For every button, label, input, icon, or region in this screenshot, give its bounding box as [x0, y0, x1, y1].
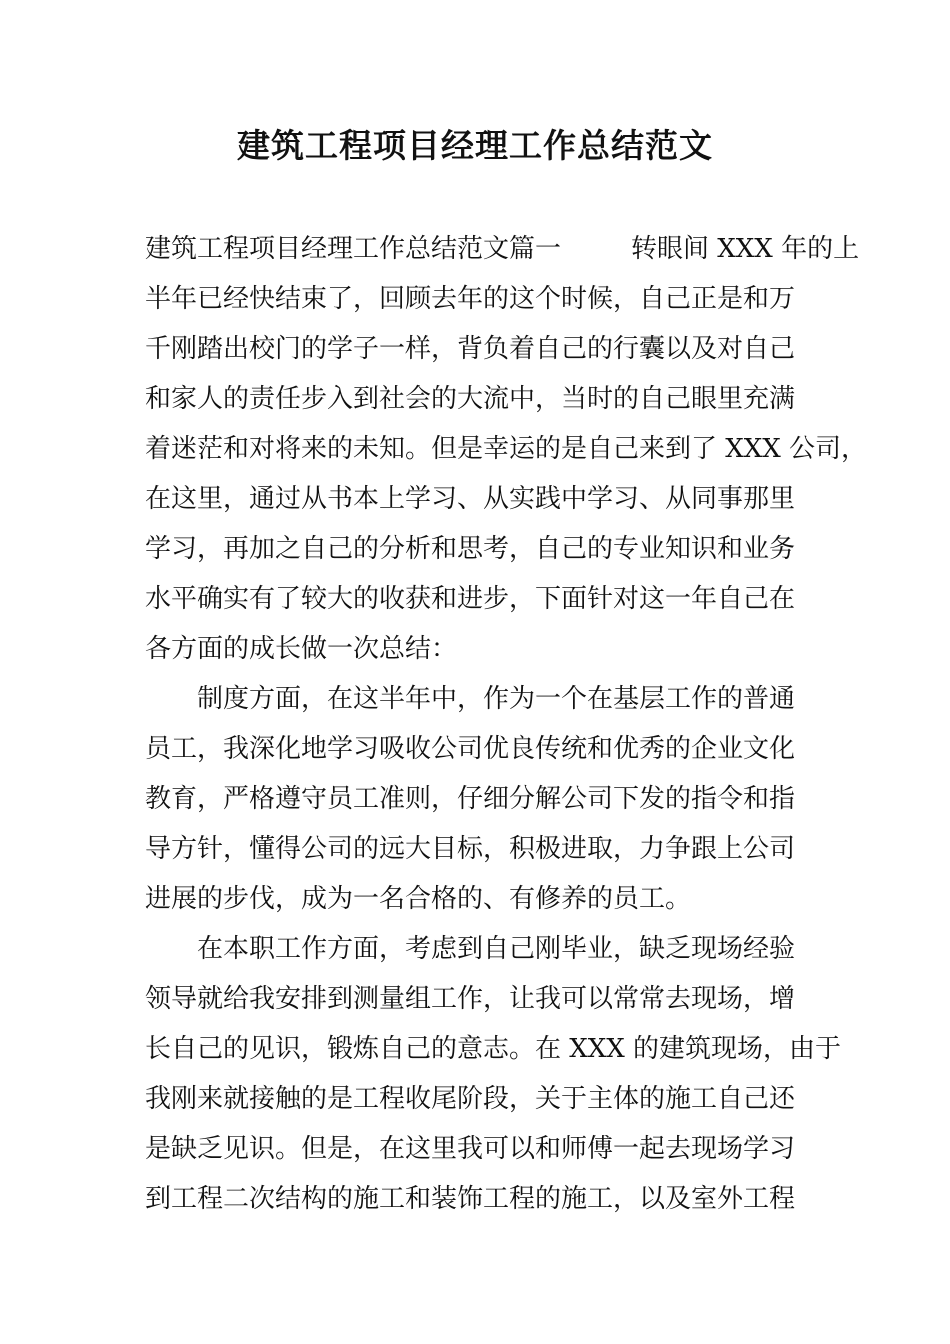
paragraph-line: 千刚踏出校门的学子一样，背负着自己的行囊以及对自己: [145, 334, 796, 364]
paragraph-line: 学习，再加之自己的分析和思考，自己的专业知识和业务: [145, 534, 796, 564]
paragraph-line: 教育，严格遵守员工准则，仔细分解公司下发的指令和指: [145, 784, 796, 814]
paragraph-line: 着迷茫和对将来的未知。但是幸运的是自己来到了 XXX 公司，: [145, 434, 868, 464]
paragraph-line: 到工程二次结构的施工和装饰工程的施工，以及室外工程: [145, 1184, 796, 1214]
paragraph-line: 半年已经快结束了，回顾去年的这个时候，自己正是和万: [145, 284, 796, 314]
paragraph-line: 各方面的成长做一次总结：: [145, 634, 458, 664]
paragraph-line: 导方针，懂得公司的远大目标，积极进取，力争跟上公司: [145, 834, 796, 864]
paragraph-line: 制度方面，在这半年中，作为一个在基层工作的普通: [197, 684, 796, 714]
paragraph-text: 转眼间 XXX 年的上: [631, 234, 860, 264]
paragraph-line: 长自己的见识，锻炼自己的意志。在 XXX 的建筑现场，由于: [145, 1034, 842, 1064]
paragraph-line: 进展的步伐，成为一名合格的、有修养的员工。: [145, 884, 692, 914]
paragraph-line: 领导就给我安排到测量组工作，让我可以常常去现场，增: [145, 984, 796, 1014]
paragraph-line: 在本职工作方面，考虑到自己刚毕业，缺乏现场经验: [197, 934, 796, 964]
paragraph-line: 和家人的责任步入到社会的大流中，当时的自己眼里充满: [145, 384, 796, 414]
paragraph-line: [145, 224, 860, 274]
paragraph-line: 在这里，通过从书本上学习、从实践中学习、从同事那里: [145, 484, 796, 514]
paragraph-line: 水平确实有了较大的收获和进步，下面针对这一年自己在: [145, 584, 796, 614]
paragraph-line: 是缺乏见识。但是，在这里我可以和师傅一起去现场学习: [145, 1134, 796, 1164]
section-heading: 建筑工程项目经理工作总结范文篇一: [145, 234, 562, 264]
document-body: [145, 224, 868, 1224]
paragraph-line: 我刚来就接触的是工程收尾阶段，关于主体的施工自己还: [145, 1084, 796, 1114]
document-title: 建筑工程项目经理工作总结范文: [237, 126, 713, 165]
paragraph-line: 员工，我深化地学习吸收公司优良传统和优秀的企业文化: [145, 734, 796, 764]
